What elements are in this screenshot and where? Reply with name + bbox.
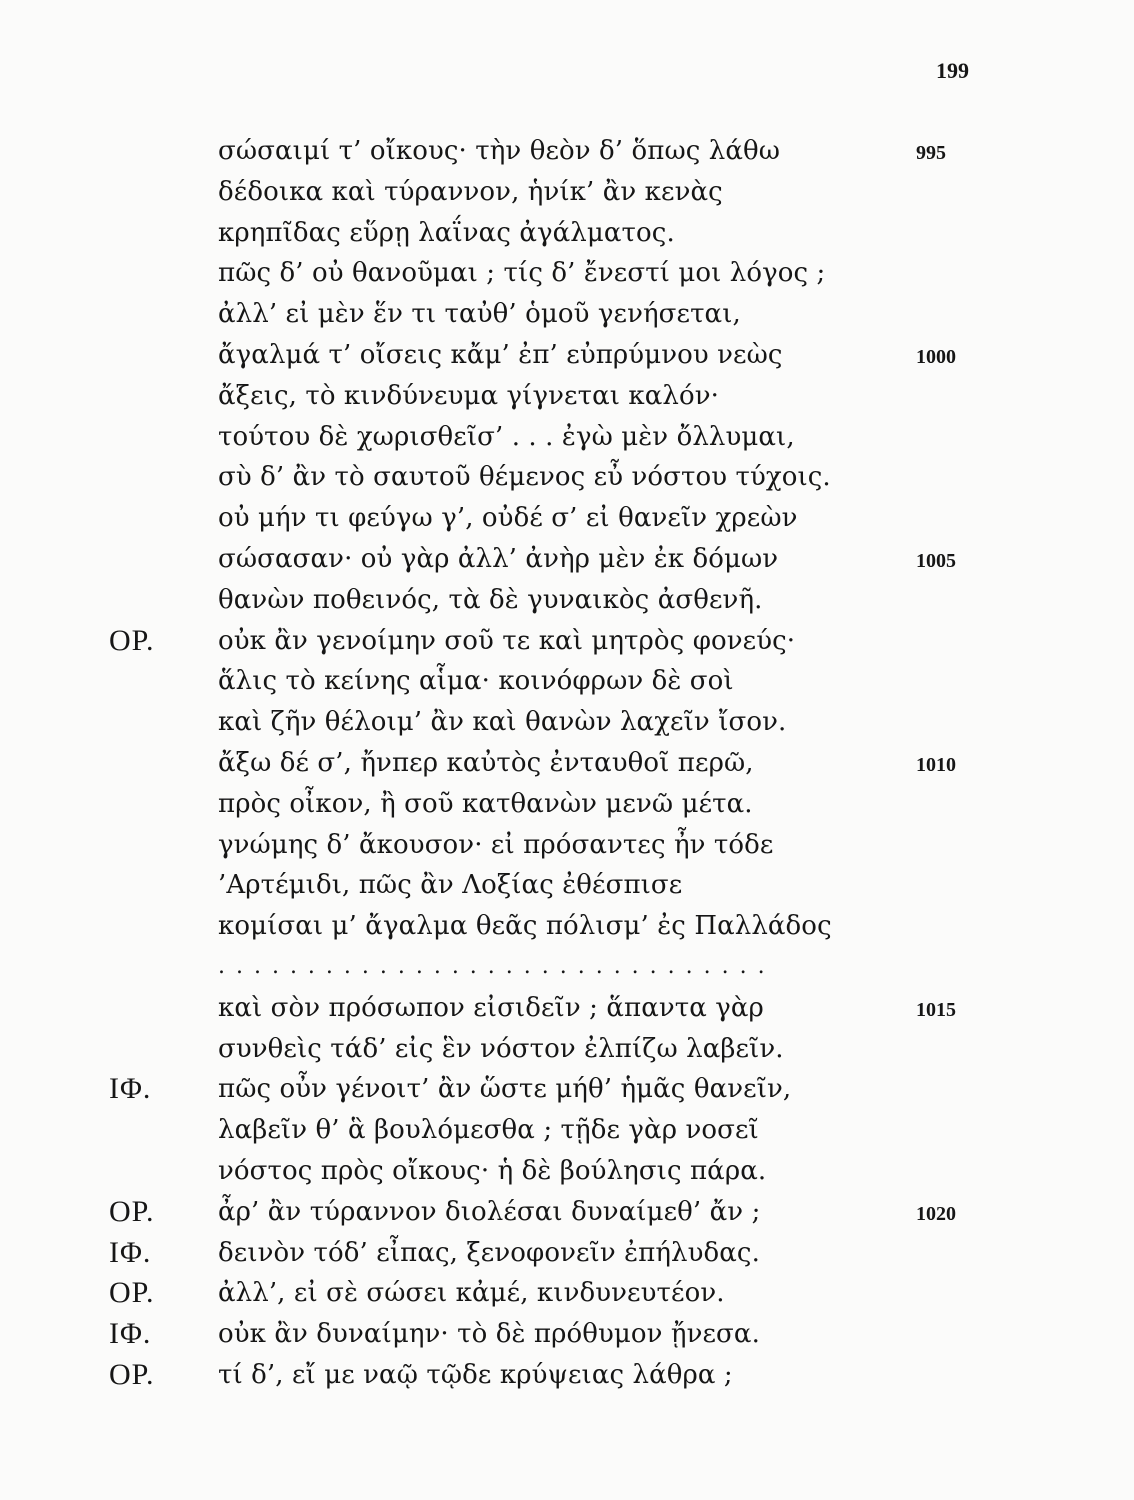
verse-list [0, 131, 1134, 1396]
line-number: 1000 [916, 345, 956, 368]
verse-text: ἄξεις, τὸ κινδύνευμα γίγνεται καλόν· [218, 380, 720, 411]
verse-text: θανὼν ποθεινός, τὰ δὲ γυναικὸς ἀσθενῆ. [218, 584, 763, 615]
speaker-label: ΟΡ. [109, 1357, 155, 1391]
verse-text: καὶ ζῆν θέλοιμ’ ἂν καὶ θανὼν λαχεῖν ἴσον. [218, 707, 787, 738]
verse-line [0, 865, 1134, 906]
verse-line [0, 743, 1134, 784]
verse-text: νόστος πρὸς οἴκους· ἡ δὲ βούλησις πάρα. [218, 1155, 767, 1186]
verse-text: λαβεῖν θ’ ἃ βουλόμεσθα ; τῇδε γὰρ νοσεῖ [218, 1115, 759, 1146]
verse-text: κομίσαι μ’ ἄγαλμα θεᾶς πόλισμ’ ἐς Παλλάδος [218, 911, 832, 942]
verse-line [0, 621, 1134, 662]
line-number: 1010 [916, 753, 956, 776]
verse-line [0, 1151, 1134, 1192]
verse-text: ’Αρτέμιδι, πῶς ἂν Λοξίας ἐθέσπισε [218, 870, 683, 901]
verse-line [0, 131, 1134, 172]
verse-line [0, 1110, 1134, 1151]
verse-line [0, 539, 1134, 580]
speaker-label: ΟΡ. [109, 623, 155, 657]
verse-text: δέδοικα καὶ τύραννον, ἡνίκ’ ἂν κενὰς [218, 176, 723, 207]
page-number: 199 [936, 58, 969, 83]
verse-text: καὶ σὸν πρόσωπον εἰσιδεῖν ; ἅπαντα γὰρ [218, 992, 764, 1023]
verse-text: ἄξω δέ σ’, ἤνπερ καὐτὸς ἐνταυθοῖ περῶ, [218, 747, 754, 778]
verse-text: πῶς οὖν γένοιτ’ ἂν ὥστε μήθ’ ἡμᾶς θανεῖν, [218, 1074, 792, 1105]
verse-text: ἆρ’ ἂν τύραννον διολέσαι δυναίμεθ’ ἄν ; [218, 1196, 761, 1227]
verse-line [0, 457, 1134, 498]
verse-text: δεινὸν τόδ’ εἶπας, ξενοφονεῖν ἐπήλυδας. [218, 1237, 760, 1268]
verse-line [0, 498, 1134, 539]
verse-line [0, 580, 1134, 621]
verse-line [0, 253, 1134, 294]
verse-line [0, 1355, 1134, 1396]
verse-text: γνώμης δ’ ἄκουσον· εἰ πρόσαντες ἦν τόδε [218, 829, 774, 860]
verse-text: κρηπῖδας εὕρῃ λαΐνας ἀγάλματος. [218, 217, 675, 248]
verse-line [0, 784, 1134, 825]
verse-line [0, 988, 1134, 1029]
verse-text: πῶς δ’ οὐ θανοῦμαι ; τίς δ’ ἔνεστί μοι λόγος ; [218, 258, 826, 289]
verse-line [0, 906, 1134, 947]
verse-text: τί δ’, εἴ με ναῷ τῷδε κρύψειας λάθρα ; [218, 1359, 733, 1390]
verse-line [0, 1273, 1134, 1314]
verse-text: συνθεὶς τάδ’ εἰς ἓν νόστον ἐλπίζω λαβεῖν. [218, 1033, 784, 1064]
verse-line [0, 172, 1134, 213]
verse-line [0, 376, 1134, 417]
verse-text: οὐκ ἂν γενοίμην σοῦ τε καὶ μητρὸς φονεύς· [218, 625, 796, 656]
verse-text: τούτου δὲ χωρισθεῖσ’ . . . ἐγὼ μὲν ὄλλυμαι, [218, 421, 795, 452]
verse-line [0, 1314, 1134, 1355]
verse-text: ἀλλ’ εἰ μὲν ἕν τι ταὐθ’ ὁμοῦ γενήσεται, [218, 299, 741, 330]
verse-line [0, 661, 1134, 702]
speaker-label: ΟΡ. [109, 1276, 155, 1310]
verse-line [0, 1233, 1134, 1274]
line-number: 995 [916, 142, 946, 164]
speaker-label: ΙΦ. [109, 1072, 152, 1106]
verse-line [0, 213, 1134, 254]
verse-line [0, 702, 1134, 743]
verse-line [0, 1069, 1134, 1110]
verse-line [0, 1029, 1134, 1070]
verse-line [0, 417, 1134, 458]
verse-text: σὺ δ’ ἂν τὸ σαυτοῦ θέμενος εὖ νόστου τύχοις. [218, 462, 831, 493]
verse-text: οὐ μήν τι φεύγω γ’, οὐδέ σ’ εἰ θανεῖν χρεὼν [218, 503, 798, 534]
verse-text: ἅλις τὸ κείνης αἷμα· κοινόφρων δὲ σοὶ [218, 666, 734, 697]
line-number: 1015 [916, 998, 956, 1021]
verse-line [0, 1192, 1134, 1233]
speaker-label: ΙΦ. [109, 1235, 152, 1269]
verse-text: ἀλλ’, εἰ σὲ σώσει κἀμέ, κινδυνευτέον. [218, 1278, 725, 1309]
verse-text: σώσασαν· οὐ γὰρ ἀλλ’ ἀνὴρ μὲν ἐκ δόμων [218, 543, 779, 574]
verse-text: ἄγαλμά τ’ οἴσεις κἄμ’ ἐπ’ εὐπρύμνου νεὼς [218, 339, 783, 370]
verse-line [0, 335, 1134, 376]
verse-text: σώσαιμί τ’ οἴκους· τὴν θεὸν δ’ ὅπως λάθω [218, 136, 781, 166]
verse-line [0, 947, 1134, 988]
verse-line [0, 825, 1134, 866]
verse-line [0, 294, 1134, 335]
line-number: 1005 [916, 549, 956, 572]
speaker-label: ΟΡ. [109, 1194, 155, 1228]
line-number: 1020 [916, 1202, 956, 1225]
verse-text: πρὸς οἶκον, ἢ σοῦ κατθανὼν μενῶ μέτα. [218, 788, 753, 819]
verse-text: οὐκ ἂν δυναίμην· τὸ δὲ πρόθυμον ᾔνεσα. [218, 1319, 760, 1350]
lacuna-dots: . . . . . . . . . . . . . . . . . . . . . . . . . . . . . . . [218, 953, 767, 979]
speaker-label: ΙΦ. [109, 1317, 152, 1351]
